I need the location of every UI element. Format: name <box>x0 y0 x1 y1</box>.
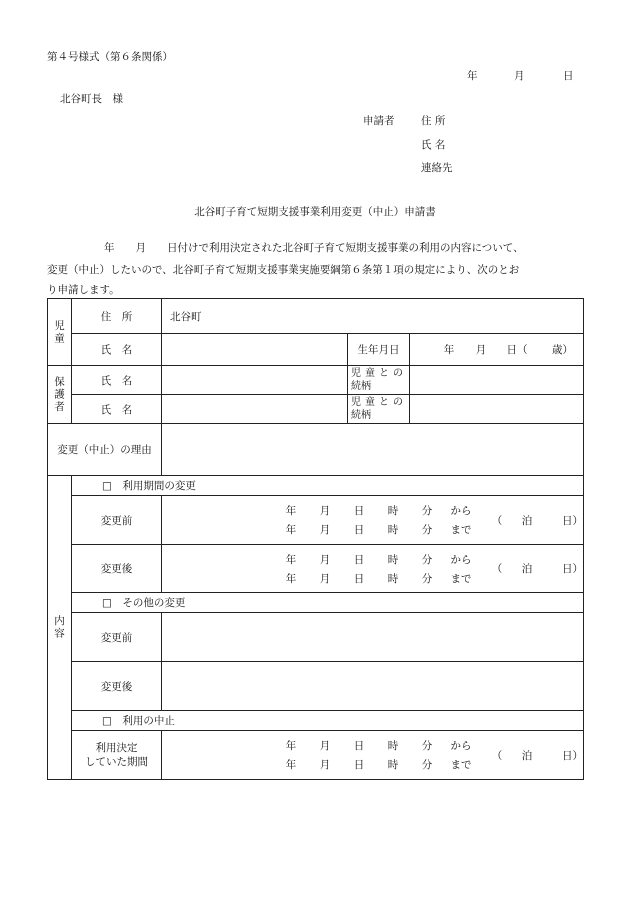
guardian2-relation-label <box>348 395 410 424</box>
unit-hour: 時 <box>387 759 399 771</box>
period-after-label: 変更後 <box>72 545 162 593</box>
guardian2-name-field[interactable] <box>162 395 348 424</box>
unit-year: 年 <box>285 759 297 771</box>
form-number: 第４号様式（第６条関係） <box>47 51 173 63</box>
to-label: まで <box>450 524 472 536</box>
child-name-label: 氏 名 <box>72 334 162 366</box>
unit-minute: 分 <box>421 524 433 536</box>
unit-month: 月 <box>319 572 331 585</box>
relation-line-1: 児童との <box>351 368 407 379</box>
other-before-field[interactable] <box>162 613 584 662</box>
guardian1-name-label: 氏 名 <box>72 366 162 395</box>
unit-minute: 分 <box>421 553 433 566</box>
relation-line-2: 続柄 <box>351 381 371 392</box>
child-section-label: 児童 <box>48 299 72 366</box>
decided-period-line-2: していた期間 <box>85 756 148 768</box>
decided-period-label <box>72 731 162 780</box>
document-title: 北谷町子育て短期支援事業利用変更（中止）申請書 <box>194 206 436 218</box>
period-before-to-line <box>274 520 487 539</box>
date-year-label: 年 <box>467 70 478 82</box>
body-line-1: 年 月 日付けで利用決定された北谷町子育て短期支援事業の利用の内容について、 <box>104 242 524 254</box>
check-other-change[interactable]: □ その他の変更 <box>72 593 584 613</box>
guardian1-relation-field[interactable] <box>410 366 584 395</box>
unit-minute: 分 <box>421 759 433 771</box>
guardian2-relation-field[interactable] <box>410 395 584 424</box>
decided-period-field[interactable] <box>162 731 584 780</box>
stay-open-paren: （ <box>491 749 503 762</box>
stay-count <box>487 513 583 528</box>
child-address-value[interactable]: 北谷町 <box>162 299 584 334</box>
relation-line-1: 児童との <box>351 397 407 408</box>
unit-day: 日 <box>353 505 365 517</box>
period-after-from-line <box>274 550 487 569</box>
from-label: から <box>450 505 472 517</box>
to-label: まで <box>450 759 472 771</box>
date-month-label: 月 <box>514 70 525 82</box>
stay-open-paren: （ <box>491 563 503 575</box>
unit-day: 日 <box>353 553 365 566</box>
stay-day-label: 日） <box>562 749 583 762</box>
dob-age-label: 歳） <box>552 344 573 356</box>
child-name-field[interactable] <box>162 334 348 366</box>
stay-count <box>487 561 583 576</box>
stay-haku-label: 泊 <box>521 563 533 575</box>
unit-hour: 時 <box>387 572 399 585</box>
period-before-from-line <box>274 501 487 520</box>
guardian2-name-label: 氏 名 <box>72 395 162 424</box>
unit-day: 日 <box>353 524 365 536</box>
unit-day: 日 <box>353 759 365 771</box>
applicant-name-label: 氏 名 <box>421 139 446 151</box>
child-dob-field[interactable] <box>410 334 584 366</box>
applicant-contact-label: 連絡先 <box>421 162 453 174</box>
addressee: 北谷町長 様 <box>60 93 123 105</box>
unit-year: 年 <box>285 553 297 566</box>
applicant-label: 申請者 <box>363 115 395 127</box>
check-period-change[interactable]: □ 利用期間の変更 <box>72 476 584 496</box>
from-label: から <box>450 553 472 566</box>
application-table <box>47 298 584 780</box>
unit-hour: 時 <box>387 524 399 536</box>
applicant-address-label: 住 所 <box>421 115 446 127</box>
stay-haku-label: 泊 <box>521 514 533 527</box>
child-address-label: 住 所 <box>72 299 162 334</box>
unit-minute: 分 <box>421 505 433 517</box>
unit-minute: 分 <box>421 740 433 752</box>
unit-day: 日 <box>353 740 365 752</box>
dob-month-label: 月 <box>475 344 487 356</box>
other-after-label: 変更後 <box>72 662 162 711</box>
unit-month: 月 <box>319 740 331 752</box>
decided-to-line <box>274 755 487 774</box>
decided-from-line <box>274 736 487 755</box>
stay-open-paren: （ <box>491 514 503 527</box>
body-line-2: 変更（中止）したいので、北谷町子育て短期支援事業実施要綱第６条第１項の規定により、次のとお <box>47 264 520 276</box>
unit-month: 月 <box>319 505 331 517</box>
guardian1-relation-label <box>348 366 410 395</box>
period-after-to-line <box>274 569 487 588</box>
unit-hour: 時 <box>387 740 399 752</box>
unit-year: 年 <box>285 572 297 585</box>
stay-count <box>487 748 583 763</box>
unit-month: 月 <box>319 524 331 536</box>
other-before-label: 変更前 <box>72 613 162 662</box>
relation-line-2: 続柄 <box>351 410 371 421</box>
period-before-field[interactable] <box>162 496 584 545</box>
guardian1-name-field[interactable] <box>162 366 348 395</box>
dob-day-label: 日（ <box>506 344 528 356</box>
body-line-3: り申請します。 <box>47 284 120 296</box>
stay-day-label: 日） <box>562 563 583 575</box>
unit-year: 年 <box>285 505 297 517</box>
stay-haku-label: 泊 <box>521 749 533 762</box>
unit-year: 年 <box>285 524 297 536</box>
other-after-field[interactable] <box>162 662 584 711</box>
unit-month: 月 <box>319 553 331 566</box>
period-after-field[interactable] <box>162 545 584 593</box>
period-before-label: 変更前 <box>72 496 162 545</box>
from-label: から <box>450 740 472 752</box>
guardian-section-label: 保護者 <box>48 366 72 424</box>
unit-month: 月 <box>319 759 331 771</box>
unit-hour: 時 <box>387 553 399 566</box>
child-dob-label: 生年月日 <box>348 334 410 366</box>
reason-field[interactable] <box>162 424 584 476</box>
check-cancel[interactable]: □ 利用の中止 <box>72 711 584 731</box>
unit-year: 年 <box>285 740 297 752</box>
stay-day-label: 日） <box>562 514 583 527</box>
unit-minute: 分 <box>421 572 433 585</box>
decided-period-line-1: 利用決定 <box>95 742 138 754</box>
reason-label: 変更（中止）の理由 <box>48 424 162 476</box>
unit-day: 日 <box>353 572 365 585</box>
unit-hour: 時 <box>387 505 399 517</box>
content-section-label: 内容 <box>48 476 72 780</box>
to-label: まで <box>450 572 472 585</box>
dob-year-label: 年 <box>443 344 455 356</box>
date-day-label: 日 <box>563 70 574 82</box>
